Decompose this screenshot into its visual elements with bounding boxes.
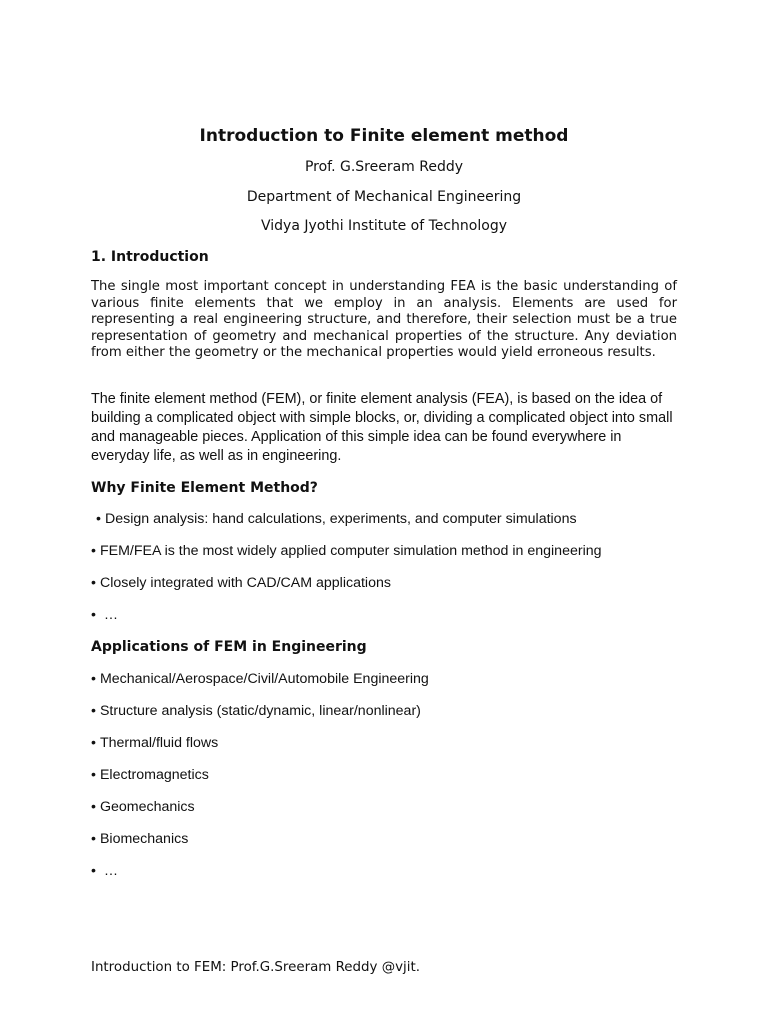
list-item-text: Biomechanics xyxy=(99,831,189,847)
list-item-text: Design analysis: hand calculations, experiments, and computer simulations xyxy=(104,511,577,527)
list-item xyxy=(91,861,429,893)
bullet-icon: • xyxy=(91,863,96,879)
introduction-paragraph-1: The single most important concept in understanding FEA is the basic understanding of various finite elements that we employ in an analysis. Elements are used for representing a real engineering structure, and therefore, their selection must be a true representation of geometry and mechanical properties of the structure. Any deviation from either the geometry or the mechanical properties would yield erroneous results. xyxy=(91,279,677,361)
page-footer: Introduction to FEM: Prof.G.Sreeram Reddy @vjit. xyxy=(91,960,420,975)
document-title: Introduction to Finite element method xyxy=(199,126,569,146)
list-item xyxy=(91,829,429,861)
bullet-icon: • xyxy=(91,767,96,783)
list-item-text: Mechanical/Aerospace/Civil/Automobile Engineering xyxy=(99,671,429,687)
list-item xyxy=(91,701,429,733)
list-item-text: Electromagnetics xyxy=(99,767,209,783)
bullet-icon: • xyxy=(91,703,96,719)
bullet-icon: • xyxy=(91,831,96,847)
list-item-text: Geomechanics xyxy=(99,799,195,815)
list-item-text: … xyxy=(99,607,119,623)
list-item-text: Thermal/fluid flows xyxy=(99,735,219,751)
list-item-text: Closely integrated with CAD/CAM applications xyxy=(99,575,391,591)
list-item xyxy=(91,509,602,541)
department-name: Department of Mechanical Engineering xyxy=(246,189,522,205)
list-item xyxy=(91,541,602,573)
list-item xyxy=(91,669,429,701)
list-item-text: FEM/FEA is the most widely applied computer simulation method in engineering xyxy=(99,543,602,559)
introduction-heading: 1. Introduction xyxy=(91,249,209,265)
bullet-icon: • xyxy=(91,575,96,591)
list-item xyxy=(91,573,602,605)
bullet-icon: • xyxy=(91,799,96,815)
list-item xyxy=(91,765,429,797)
why-fem-heading: Why Finite Element Method? xyxy=(91,480,318,496)
bullet-icon: • xyxy=(91,671,96,687)
author-name: Prof. G.Sreeram Reddy xyxy=(304,159,464,175)
applications-list xyxy=(91,669,429,893)
list-item-text: Structure analysis (static/dynamic, linear/nonlinear) xyxy=(99,703,421,719)
bullet-icon: • xyxy=(96,511,101,527)
list-item xyxy=(91,605,602,637)
bullet-icon: • xyxy=(91,607,96,623)
why-fem-list xyxy=(91,509,602,637)
institute-name: Vidya Jyothi Institute of Technology xyxy=(261,218,507,234)
applications-heading: Applications of FEM in Engineering xyxy=(91,639,367,655)
list-item-text: … xyxy=(99,863,119,879)
bullet-icon: • xyxy=(91,735,96,751)
bullet-icon: • xyxy=(91,543,96,559)
introduction-paragraph-2: The finite element method (FEM), or finite element analysis (FEA), is based on the idea of building a complicated object with simple blocks, or, dividing a complicated object into small and manageable pieces. Application of this simple idea can be found everywhere in everyday life, as well as in engineering. xyxy=(91,391,673,464)
list-item xyxy=(91,733,429,765)
list-item xyxy=(91,797,429,829)
